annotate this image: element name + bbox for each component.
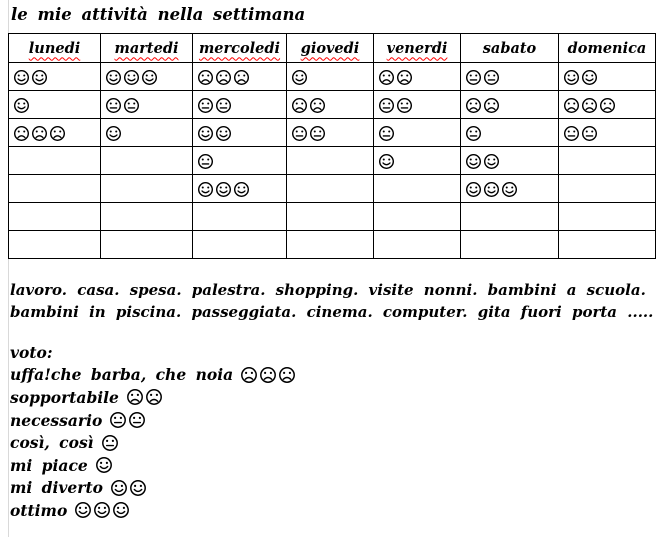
neutral-face-icon	[291, 125, 308, 142]
table-cell	[461, 147, 559, 175]
table-cell	[9, 175, 101, 203]
table-row	[9, 63, 656, 91]
smiley-face-icon	[563, 69, 580, 86]
table-cell	[287, 119, 374, 147]
neutral-face-icon	[563, 125, 580, 142]
rating-legend-item	[10, 409, 297, 432]
table-cell	[559, 63, 656, 91]
rating-legend-item	[10, 477, 297, 500]
table-row	[9, 203, 656, 231]
page-title: le mie attività nella settimana	[11, 5, 306, 24]
smiley-face-icon	[501, 181, 518, 198]
rating-legend-item	[10, 499, 297, 522]
frown-face-icon	[291, 97, 308, 114]
table-cell	[9, 203, 101, 231]
rating-legend-item	[10, 364, 297, 387]
rating-faces	[95, 456, 114, 474]
frown-face-icon	[240, 366, 258, 384]
table-cell	[461, 63, 559, 91]
frown-face-icon	[396, 69, 413, 86]
smiley-face-icon	[197, 181, 214, 198]
neutral-face-icon	[105, 97, 122, 114]
table-cell	[559, 147, 656, 175]
smiley-face-icon	[465, 153, 482, 170]
table-cell	[101, 63, 193, 91]
smiley-face-icon	[105, 125, 122, 142]
rating-legend-item	[10, 454, 297, 477]
table-cell	[9, 91, 101, 119]
neutral-face-icon	[378, 125, 395, 142]
table-cell	[193, 147, 287, 175]
rating-label: ottimo	[10, 500, 68, 520]
frown-face-icon	[378, 69, 395, 86]
smiley-face-icon	[93, 501, 111, 519]
table-cell	[374, 63, 461, 91]
frown-face-icon	[215, 69, 232, 86]
activities-line-2: bambini in piscina. passeggiata. cinema. computer. gita fuori porta .....	[10, 302, 654, 321]
neutral-face-icon	[465, 125, 482, 142]
column-header-giovedi	[287, 34, 374, 63]
day-header-label: lunedi	[28, 39, 81, 57]
table-row	[9, 147, 656, 175]
smiley-face-icon	[13, 97, 30, 114]
table-row	[9, 175, 656, 203]
table-cell	[287, 91, 374, 119]
column-header-martedi	[101, 34, 193, 63]
day-header-label: domenica	[567, 39, 647, 57]
table-row	[9, 119, 656, 147]
smiley-face-icon	[215, 125, 232, 142]
table-row	[9, 91, 656, 119]
table-cell	[193, 91, 287, 119]
table-row	[9, 231, 656, 259]
table-cell	[559, 203, 656, 231]
table-cell	[193, 203, 287, 231]
rating-label: mi diverto	[10, 478, 103, 498]
table-cell	[101, 231, 193, 259]
rating-legend-items	[10, 364, 297, 522]
table-cell	[374, 175, 461, 203]
smiley-face-icon	[291, 69, 308, 86]
frown-face-icon	[581, 97, 598, 114]
column-header-venerdi	[374, 34, 461, 63]
frown-face-icon	[31, 125, 48, 142]
activities-list	[10, 280, 653, 323]
smiley-face-icon	[13, 69, 30, 86]
frown-face-icon	[259, 366, 277, 384]
smiley-face-icon	[215, 181, 232, 198]
table-cell	[193, 175, 287, 203]
smiley-face-icon	[112, 501, 130, 519]
table-cell	[461, 175, 559, 203]
rating-label: uffa!che barba, che noia	[10, 365, 234, 385]
table-cell	[374, 119, 461, 147]
rating-faces	[101, 434, 120, 452]
table-cell	[287, 175, 374, 203]
table-cell	[193, 231, 287, 259]
table-cell	[193, 119, 287, 147]
column-header-domenica	[559, 34, 656, 63]
neutral-face-icon	[197, 97, 214, 114]
smiley-face-icon	[74, 501, 92, 519]
rating-faces	[74, 501, 131, 519]
smiley-face-icon	[123, 69, 140, 86]
day-header-label: sabato	[482, 39, 537, 57]
neutral-face-icon	[215, 97, 232, 114]
column-header-lunedi	[9, 34, 101, 63]
smiley-face-icon	[378, 153, 395, 170]
table-cell	[461, 91, 559, 119]
smiley-face-icon	[129, 479, 147, 497]
rating-faces	[240, 366, 297, 384]
table-cell	[287, 147, 374, 175]
table-cell	[461, 119, 559, 147]
neutral-face-icon	[101, 434, 119, 452]
rating-label: così, così	[10, 433, 94, 453]
frown-face-icon	[563, 97, 580, 114]
smiley-face-icon	[31, 69, 48, 86]
table-cell	[101, 175, 193, 203]
frown-face-icon	[13, 125, 30, 142]
table-cell	[287, 203, 374, 231]
neutral-face-icon	[128, 411, 146, 429]
rating-faces	[126, 388, 164, 406]
smiley-face-icon	[110, 479, 128, 497]
table-cell	[101, 91, 193, 119]
day-header-label: mercoledi	[198, 39, 281, 57]
rating-legend-heading: voto:	[10, 342, 53, 362]
smiley-face-icon	[581, 69, 598, 86]
table-cell	[9, 119, 101, 147]
frown-face-icon	[126, 388, 144, 406]
table-header-row	[9, 34, 656, 63]
frown-face-icon	[278, 366, 296, 384]
frown-face-icon	[145, 388, 163, 406]
neutral-face-icon	[483, 69, 500, 86]
table-cell	[374, 203, 461, 231]
frown-face-icon	[197, 69, 214, 86]
rating-faces	[110, 479, 148, 497]
rating-legend	[10, 341, 297, 522]
table-cell	[193, 63, 287, 91]
neutral-face-icon	[197, 153, 214, 170]
table-cell	[287, 231, 374, 259]
table-cell	[559, 91, 656, 119]
neutral-face-icon	[378, 97, 395, 114]
table-cell	[559, 119, 656, 147]
smiley-face-icon	[233, 181, 250, 198]
table-cell	[9, 147, 101, 175]
smiley-face-icon	[141, 69, 158, 86]
rating-faces	[109, 411, 147, 429]
day-header-label: martedi	[114, 39, 179, 57]
table-cell	[461, 203, 559, 231]
rating-legend-item	[10, 431, 297, 454]
activities-line-1: lavoro. casa. spesa. palestra. shopping. visite nonni. bambini a scuola.	[10, 281, 646, 299]
frown-face-icon	[465, 97, 482, 114]
neutral-face-icon	[581, 125, 598, 142]
table-cell	[287, 63, 374, 91]
frown-face-icon	[49, 125, 66, 142]
table-cell	[9, 63, 101, 91]
smiley-face-icon	[483, 153, 500, 170]
neutral-face-icon	[109, 411, 127, 429]
rating-legend-item	[10, 386, 297, 409]
table-cell	[374, 231, 461, 259]
table-cell	[101, 147, 193, 175]
table-cell	[101, 203, 193, 231]
smiley-face-icon	[197, 125, 214, 142]
neutral-face-icon	[309, 125, 326, 142]
smiley-face-icon	[465, 181, 482, 198]
table-cell	[101, 119, 193, 147]
day-header-label: giovedi	[300, 39, 360, 57]
smiley-face-icon	[483, 181, 500, 198]
rating-label: mi piace	[10, 455, 88, 475]
weekly-activities-table	[8, 33, 656, 259]
table-cell	[374, 147, 461, 175]
frown-face-icon	[309, 97, 326, 114]
frown-face-icon	[233, 69, 250, 86]
frown-face-icon	[483, 97, 500, 114]
rating-label: necessario	[10, 410, 103, 430]
table-cell	[559, 231, 656, 259]
smiley-face-icon	[95, 456, 113, 474]
neutral-face-icon	[396, 97, 413, 114]
table-cell	[461, 231, 559, 259]
table-cell	[9, 231, 101, 259]
rating-label: sopportabile	[10, 387, 119, 407]
table-cell	[559, 175, 656, 203]
column-header-sabato	[461, 34, 559, 63]
column-header-mercoledi	[193, 34, 287, 63]
frown-face-icon	[599, 97, 616, 114]
neutral-face-icon	[465, 69, 482, 86]
smiley-face-icon	[105, 69, 122, 86]
day-header-label: venerdi	[386, 39, 448, 57]
neutral-face-icon	[123, 97, 140, 114]
table-cell	[374, 91, 461, 119]
